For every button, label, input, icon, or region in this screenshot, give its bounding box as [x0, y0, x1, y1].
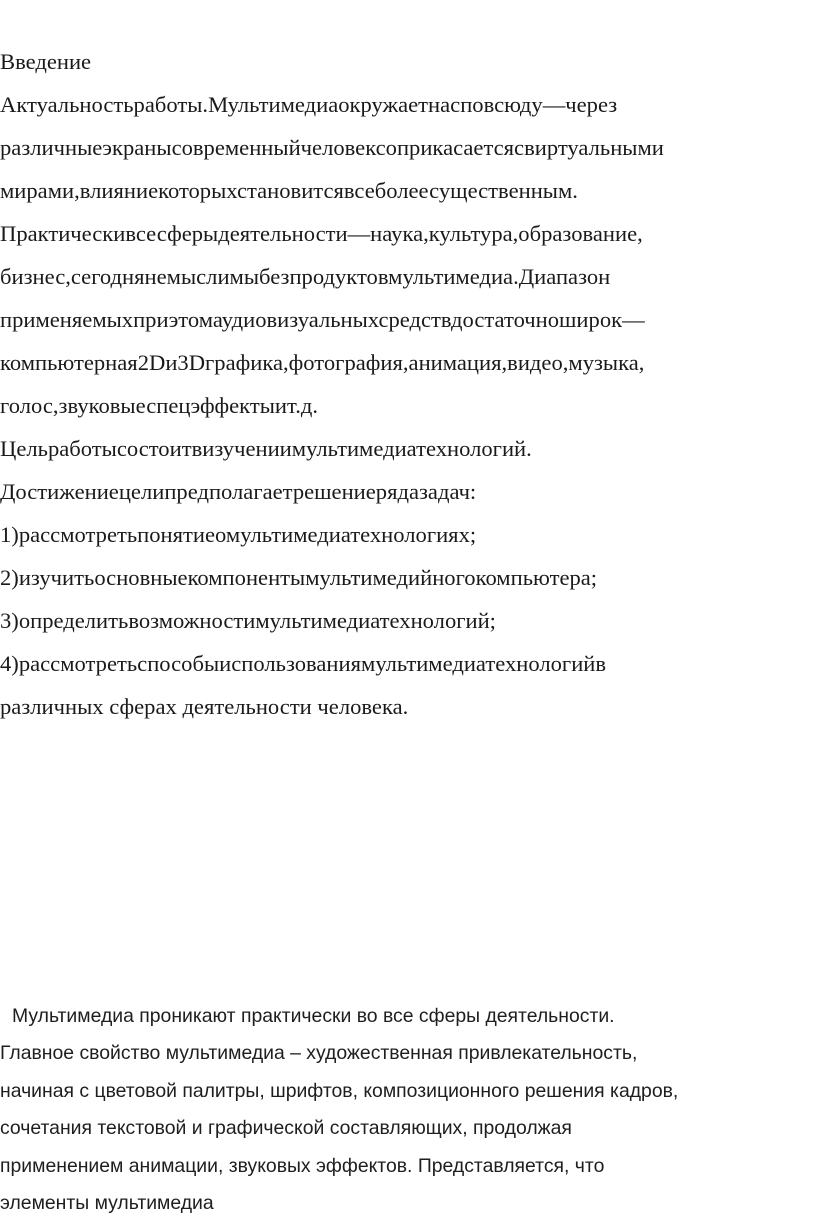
- footer-line: Мультимедиа проникают практически во все сферы деятельности.: [12, 1005, 615, 1027]
- body-line: бизнес,сегоднянемыслимыбезпродуктовмультимедиа.Диапазон: [0, 264, 611, 289]
- body-line: 1)рассмотретьпонятиеомультимедиатехнологиях;: [0, 522, 477, 547]
- document-body: [0, 40, 814, 728]
- body-line: применяемыхприэтомаудиовизуальныхсредствдостаточноширок—: [0, 307, 645, 332]
- body-line: Цельработысостоитвизучениимультимедиатехнологий.: [0, 436, 532, 461]
- footer-line: элементы мультимедиа: [0, 1192, 214, 1215]
- footer-line: применением анимации, звуковых эффектов. Представляется, что: [0, 1154, 605, 1177]
- body-line: Практическивсесферыдеятельности—наука,культура,образование,: [0, 221, 643, 246]
- body-line: различных сферах деятельности человека.: [0, 694, 409, 719]
- footer-line: сочетания текстовой и графической составляющих, продолжая: [0, 1117, 572, 1140]
- body-line: Достижениецелипредполагаетрешениерядазадач:: [0, 479, 477, 504]
- body-line: 3)определитьвозможностимультимедиатехнологий;: [0, 608, 496, 633]
- footer-lines: [0, 998, 816, 1222]
- section-heading: Введение: [0, 49, 92, 74]
- body-line: Актуальностьработы.Мультимедиаокружаетнасповсюду—через: [0, 92, 618, 117]
- body-line: различныеэкранысовременныйчеловексоприкасаетсясвиртуальными: [0, 135, 664, 160]
- body-line: 4)рассмотретьспособыиспользованиямультимедиатехнологийв: [0, 651, 607, 676]
- body-line: 2)изучитьосновныекомпонентымультимедийногокомпьютера;: [0, 565, 598, 590]
- footer-paragraph: [0, 998, 816, 1222]
- footer-line: Главное свойство мультимедиа – художественная привлекательность,: [0, 1042, 638, 1065]
- body-line: мирами,влияниекоторыхстановитсявсеболеесущественным.: [0, 178, 578, 203]
- body-paragraphs: [0, 83, 814, 728]
- body-line: компьютерная2Dи3Dграфика,фотография,анимация,видео,музыка,: [0, 350, 645, 375]
- footer-line: начиная с цветовой палитры, шрифтов, композиционного решения кадров,: [0, 1079, 679, 1102]
- body-line: голос,звуковыеспецэффектыит.д.: [0, 393, 318, 418]
